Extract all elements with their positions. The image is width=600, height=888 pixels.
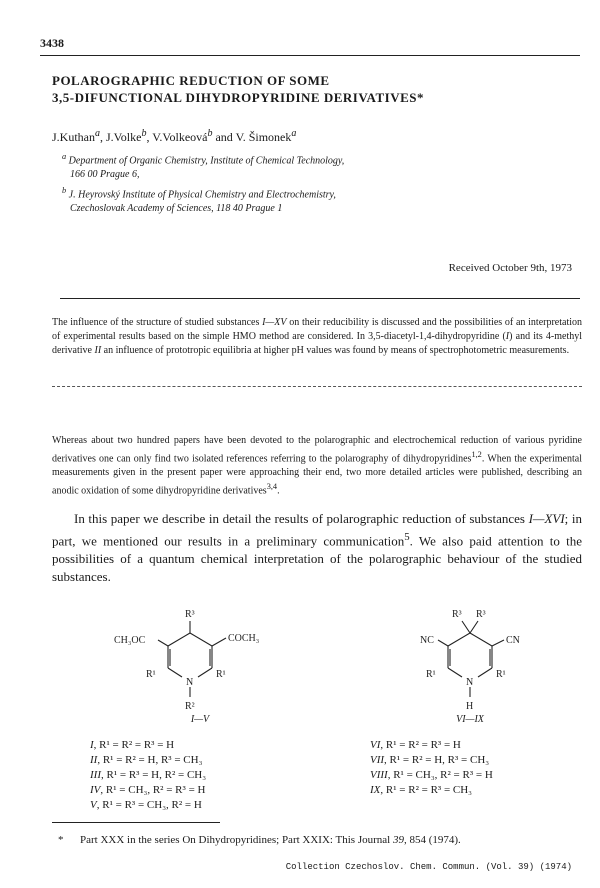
footnote: * Part XXX in the series On Dihydropyridines; Part XXIX: This Journal 39, 854 (1974). xyxy=(58,834,461,846)
received-date: Received October 9th, 1973 xyxy=(448,262,572,274)
substituent-r1-left: R¹ xyxy=(146,669,156,680)
citation: 1,2 xyxy=(471,450,482,459)
ring-nitrogen: N xyxy=(186,677,194,688)
intro-paragraph: Whereas about two hundred papers have been devoted to the polarographic and electrochemical reduction of various pyridine derivatives one can only find two isolated references referring to the polarography of dihydropyridines$^{1,2}$. When the experimental measurements given in the present paper were approaching their end, two more detailed articles were published, describing an anodic oxidation of some dihydropyridine derivatives$^{3,4}$. xyxy=(52,435,582,497)
compound-list-left xyxy=(90,738,206,813)
affiliation-line: Department of Organic Chemistry, Institute of Chemical Technology, xyxy=(68,155,345,167)
affiliation-b xyxy=(62,184,336,216)
compound-ref: II xyxy=(94,345,102,356)
author-affil-mark: b xyxy=(207,128,213,139)
compound-entry: V, R¹ = R³ = CH₃, R² = H xyxy=(90,799,202,811)
substituent-cyano-left: NC xyxy=(420,635,434,646)
footnote-rule xyxy=(52,822,220,823)
footnote-mark: * xyxy=(58,834,64,846)
abstract: The influence of the structure of studied substances I—XV on their reducibility is discussed and the possibilities of an interpretation of experimental results based on the simple HMO method are considered. In 3,5-diacetyl-1,4-dihydropyridine (I) and its 4-methyl derivative II an influence of prototropic equilibria at higher pH values was found by means of spectrophotometric measurements. xyxy=(52,317,582,356)
compound-entry: II, R¹ = R² = H, R³ = CH₃ xyxy=(90,754,203,766)
compound-entry: I, R¹ = R² = R³ = H xyxy=(90,739,175,751)
compound-entry: III, R¹ = R³ = H, R² = CH₃ xyxy=(90,769,207,781)
compound-list-right xyxy=(370,738,493,798)
ring-nitrogen: N xyxy=(466,677,474,688)
structure-label: VI—IX xyxy=(456,714,484,725)
substituent-r2: R² xyxy=(185,701,195,712)
citation: 3,4 xyxy=(266,482,278,492)
substituent-r3: R³ xyxy=(185,609,195,620)
author-name: V.Volkeová xyxy=(152,130,208,144)
compound-range: I—XVI xyxy=(528,511,565,526)
compound-range: I—XV xyxy=(262,317,287,328)
author-name: J.Volke xyxy=(106,130,142,144)
header-rule xyxy=(40,55,580,56)
substituent-r3: R³ xyxy=(452,609,462,620)
abstract-top-rule xyxy=(60,298,580,299)
structure-diagram-vi-ix xyxy=(380,605,560,725)
affiliation-a xyxy=(62,150,344,182)
compound-ref: I xyxy=(505,331,510,342)
author-name: J.Kuthan xyxy=(52,130,95,144)
article-title xyxy=(52,72,424,106)
substituent-acetyl-right: COCH₃ xyxy=(228,633,260,644)
abstract-bottom-rule xyxy=(52,386,582,387)
substituent-r1-left: R¹ xyxy=(426,669,436,680)
page-number: 3438 xyxy=(40,36,64,50)
affiliation-mark: b xyxy=(62,186,67,195)
title-line-1: POLAROGRAPHIC REDUCTION OF SOME xyxy=(52,73,330,88)
structure-diagram-i-v xyxy=(100,605,300,725)
structure-label: I—V xyxy=(190,714,210,725)
substituent-h: H xyxy=(466,701,474,712)
main-paragraph: In this paper we describe in detail the results of polarographic reduction of substances I—XVI; in part, we mentioned our results in a preliminary communication$^5$. We also paid attention to the possibilities of a quantum chemical interpretation of the polarographic behaviour of the studied substances. xyxy=(52,511,582,585)
title-line-2: 3,5-DIFUNCTIONAL DIHYDROPYRIDINE DERIVATIVES* xyxy=(52,90,424,105)
author-affil-mark: a xyxy=(95,128,100,139)
compound-entry: VI, R¹ = R² = R³ = H xyxy=(370,739,461,751)
author-list: J.Kuthan$^a$, J.Volke$^b$, V.Volkeová$^b$ and V. Šimonek$^a$ xyxy=(52,128,297,144)
journal-footer: Collection Czechoslov. Chem. Commun. (Vol. 39) (1974) xyxy=(285,862,572,872)
compound-entry: IX, R¹ = R² = R³ = CH₃ xyxy=(370,784,473,796)
substituent-r1-right: R¹ xyxy=(496,669,506,680)
affiliation-line: Czechoslovak Academy of Sciences, 118 40 Prague 1 xyxy=(70,203,283,215)
substituent-cyano-right: CN xyxy=(506,635,520,646)
affiliation-mark: a xyxy=(62,152,67,161)
author-affil-mark: a xyxy=(291,128,297,139)
author-affil-mark: b xyxy=(141,128,147,139)
author-name: V. Šimonek xyxy=(235,130,292,144)
compound-entry: IV, R¹ = CH₃, R² = R³ = H xyxy=(90,784,206,796)
affiliation-line: 166 00 Prague 6, xyxy=(70,169,140,181)
substituent-r3: R³ xyxy=(476,609,486,620)
substituent-acetyl-left: CH₃OC xyxy=(114,635,146,646)
compound-entry: VII, R¹ = R² = H, R³ = CH₃ xyxy=(370,754,490,766)
substituent-r1-right: R¹ xyxy=(216,669,226,680)
journal-volume: 39 xyxy=(392,834,404,846)
compound-entry: VIII, R¹ = CH₃, R² = R³ = H xyxy=(370,769,493,781)
affiliation-line: J. Heyrovský Institute of Physical Chemistry and Electrochemistry, xyxy=(68,189,336,201)
citation: 5 xyxy=(404,531,410,543)
